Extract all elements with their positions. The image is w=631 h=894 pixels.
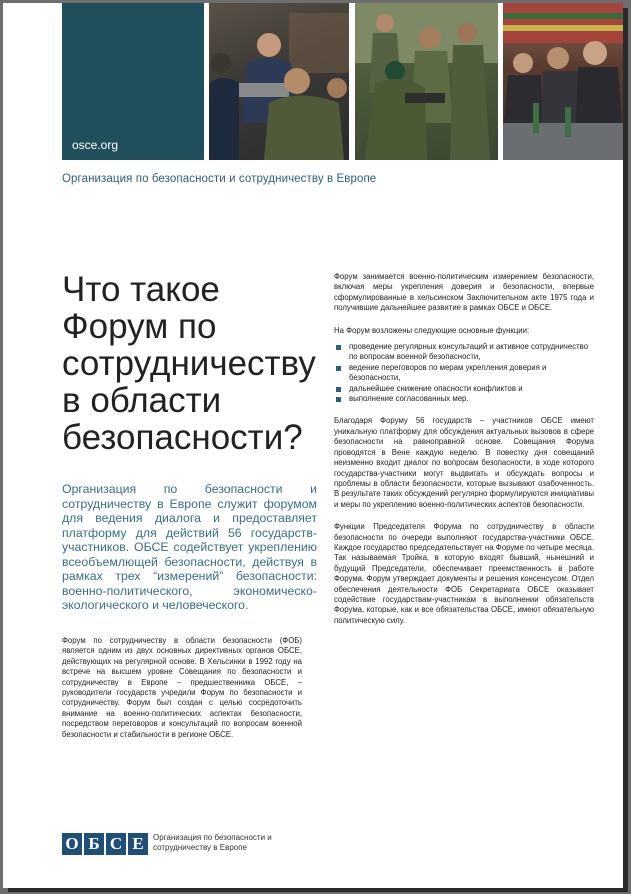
list-item: ведение переговоров по мерам укрепления доверия и безопасности, bbox=[334, 363, 594, 384]
functions-list bbox=[334, 342, 594, 404]
site-url[interactable]: osce.org bbox=[72, 138, 119, 152]
footer-org-name: Организация по безопасности и сотрудничеству в Европе bbox=[153, 833, 272, 852]
photo-delegates-meeting bbox=[503, 3, 623, 160]
header-teal-block bbox=[62, 3, 204, 160]
list-item: дальнейшее снижение опасности конфликтов и bbox=[334, 384, 594, 394]
org-line: Организация по безопасности и сотрудничеству в Европе bbox=[62, 173, 377, 185]
list-item: проведение регулярных консультаций и активное сотрудничество по вопросам военной безопасности, bbox=[334, 342, 594, 363]
right-paragraph-3: Функции Председателя Форума по сотрудничеству в области безопасности по очереди выполняют государства-участники ОБСЕ. Каждое государство председательствует на Форуме по четыре месяца. Так называемая Тройка, в которую входят бывший, нынешний и будущий Председатели, обеспечивает преемственность в работе Форума. Форум утверждает документы и решения консенсусом. Отдел обеспечения деятельности ФОБ Секретариата ОБСЕ оказывает содействие государствам-участникам в выполнении обязательств Форума, которые, как и все обязательства ОБСЕ, имеют обязательную политическую силу. bbox=[334, 522, 594, 625]
page-shadow-right bbox=[623, 8, 628, 891]
page-title: Что такое Форум по сотрудничеству в области безопасности? bbox=[62, 270, 316, 457]
photo-soldiers-field bbox=[355, 3, 498, 160]
right-column bbox=[334, 272, 594, 626]
page-shadow-bottom bbox=[8, 888, 628, 892]
photo-officer-speaking bbox=[209, 3, 349, 160]
osce-logo[interactable] bbox=[62, 833, 150, 855]
functions-intro: На Форум возложены следующие основные функции: bbox=[334, 325, 530, 335]
logo-letter: О bbox=[62, 833, 82, 855]
lead-paragraph: Организация по безопасности и сотрудничеству в Европе служит форумом для ведения диалога и предоставляет платформу для действий 56 государств-участников. ОБСЕ содействует укреплению всеобъемлющей безопасности, действуя в рамках трех “измерений” безопасности: военно-политического, экономическо-экологического и человеческого. bbox=[62, 482, 317, 612]
logo-letter: Е bbox=[128, 833, 148, 855]
body-left-paragraph: Форум по сотрудничеству в области безопасности (ФОБ) является одним из двух основных директивных органов ОБСЕ, действующих на регулярной основе. В Хельсинки в 1992 году на встрече на высшем уровне Совещания по безопасности и сотрудничеству в Европе – предшественника ОБСЕ, – руководители государств учредили Форум по безопасности и сотрудничеству. Форум был создан с целью сосредоточить внимание на военно-политических аспектах безопасности, посредством переговоров и консультаций по вопросам военной безопасности и стабильности в регионе ОБСЕ. bbox=[62, 636, 302, 739]
logo-letter: С bbox=[106, 833, 126, 855]
right-paragraph-2: Благодаря Форуму 56 государств – участников ОБСЕ имеют уникальную платформу для обсуждения актуальных вызовов в сфере безопасности на равноправной основе. Совещания Форума проводятся в Вене каждую неделю. В повестку дня совещаний неизменно входит диалог по вопросам безопасности, в ходе которого государства-участники могут выдвигать и обсуждать вопросы и проблемы в области безопасности, которые вызывают озабоченность. В результате таких обсуждений регулярно формулируются инициативы и меры по укреплению военно-политических аспектов безопасности. bbox=[334, 416, 594, 509]
logo-letter: Б bbox=[84, 833, 104, 855]
document-page bbox=[3, 3, 623, 888]
right-paragraph-1: Форум занимается военно-политическим измерением безопасности, включая меры укрепления доверия и безопасности, впервые сформулированные в хельсинском Заключительном акте 1975 года и получившие дальнейшее развитие в рамках ОБСЕ и ОБСЕ. bbox=[334, 272, 594, 313]
list-item: выполнение согласованных мер. bbox=[334, 394, 594, 404]
